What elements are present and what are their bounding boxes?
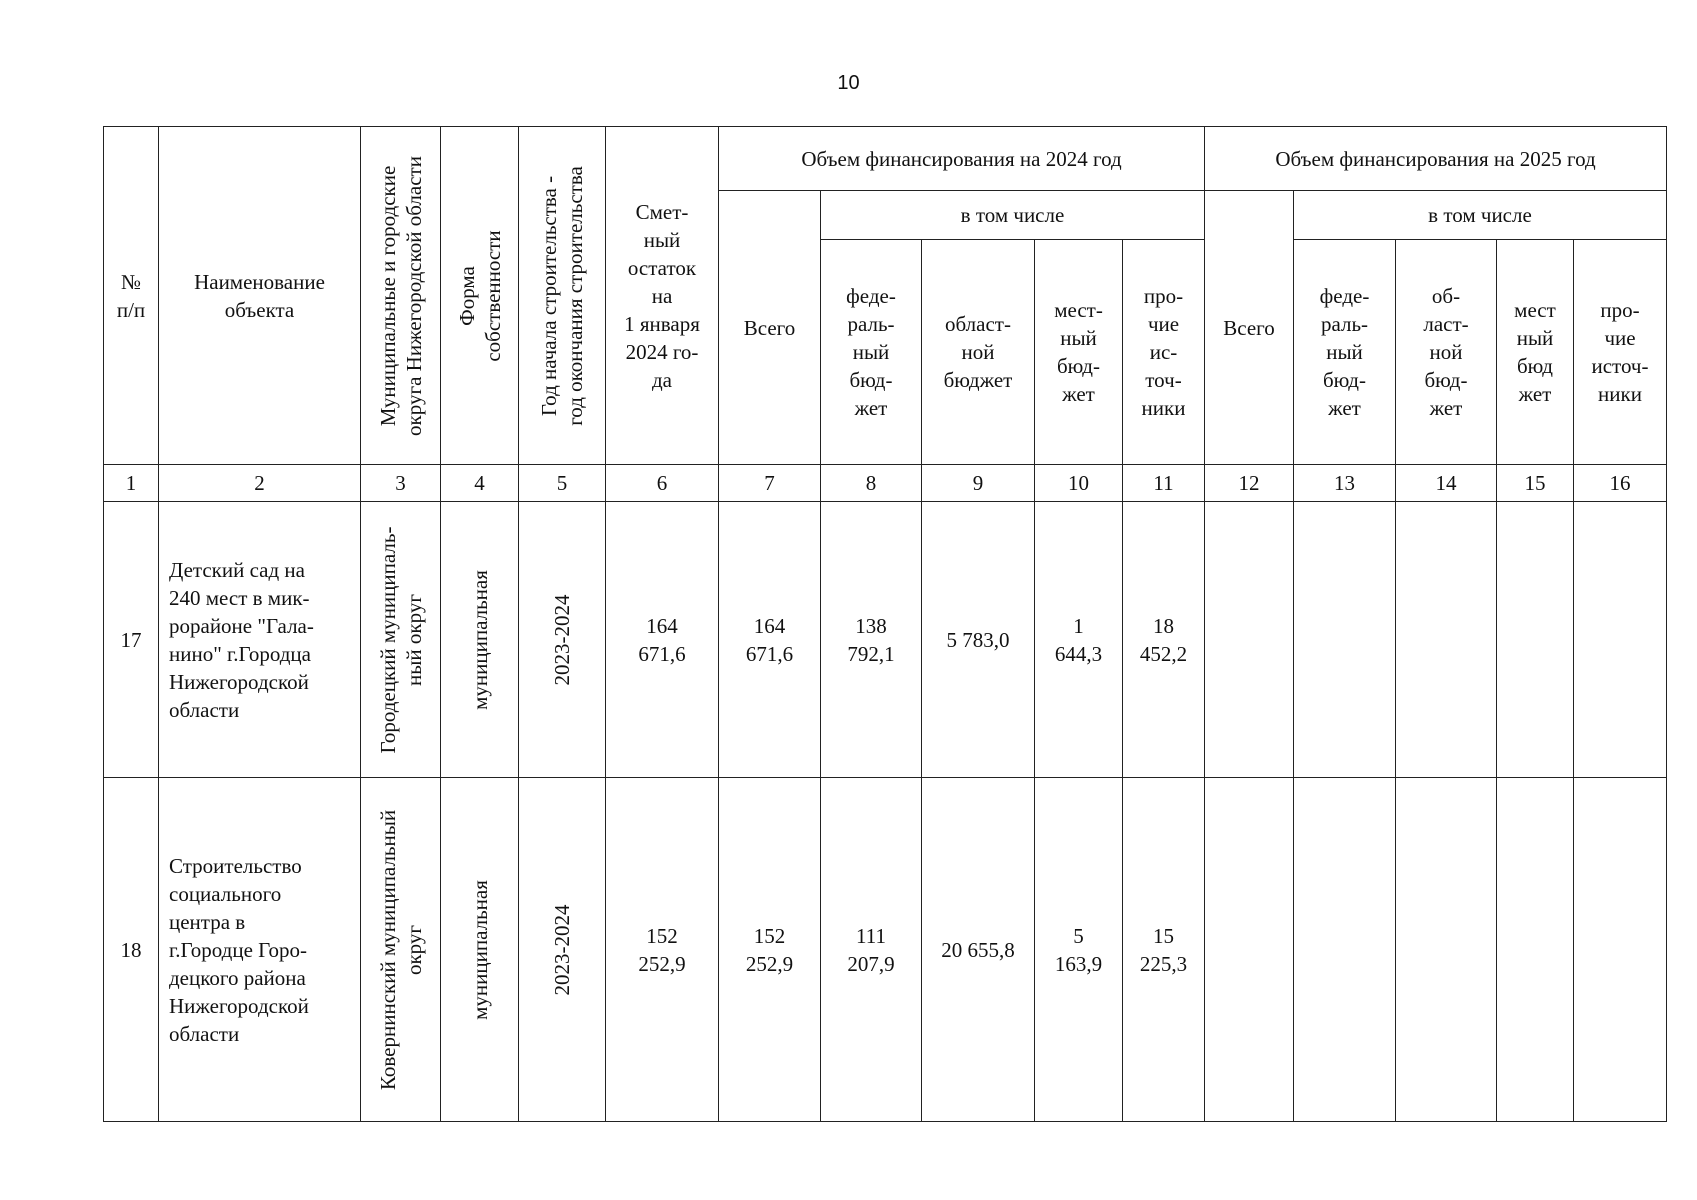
header-total-2024: Всего xyxy=(719,191,821,465)
fed-2024-value: 138 792,1 xyxy=(821,502,922,778)
oth-2024-value: 15 225,3 xyxy=(1123,778,1205,1122)
header-name: Наименование объекта xyxy=(159,127,361,465)
column-number: 8 xyxy=(821,465,922,502)
reg-2025-value xyxy=(1396,778,1497,1122)
total-2024-value: 164 671,6 xyxy=(719,502,821,778)
column-number: 6 xyxy=(606,465,719,502)
loc-2024-value: 1 644,3 xyxy=(1035,502,1123,778)
years: 2023-2024 xyxy=(519,502,606,778)
object-name: Детский сад на 240 мест в мик- рорайоне "Гала- нино" г.Городца Нижегородской области xyxy=(159,502,361,778)
header-ownership: Форма собственности xyxy=(441,127,519,465)
header-estimate: Смет- ный остаток на 1 января 2024 го- да xyxy=(606,127,719,465)
column-number: 16 xyxy=(1574,465,1667,502)
header-oth-2024: про- чие ис- точ- ники xyxy=(1123,240,1205,465)
header-fed-2024: феде- раль- ный бюд- жет xyxy=(821,240,922,465)
header-num: № п/п xyxy=(104,127,159,465)
column-number: 4 xyxy=(441,465,519,502)
column-number: 3 xyxy=(361,465,441,502)
estimate-value: 164 671,6 xyxy=(606,502,719,778)
table-row xyxy=(104,502,1667,778)
oth-2024-value: 18 452,2 xyxy=(1123,502,1205,778)
column-number: 9 xyxy=(922,465,1035,502)
reg-2024-value: 20 655,8 xyxy=(922,778,1035,1122)
column-number: 14 xyxy=(1396,465,1497,502)
loc-2025-value xyxy=(1497,502,1574,778)
header-loc-2025: мест ный бюд жет xyxy=(1497,240,1574,465)
header-fed-2025: феде- раль- ный бюд- жет xyxy=(1294,240,1396,465)
total-2024-value: 152 252,9 xyxy=(719,778,821,1122)
header-fin-2025: Объем финансирования на 2025 год xyxy=(1205,127,1667,191)
municipality: Ковернинский муниципальный округ xyxy=(361,778,441,1122)
fed-2025-value xyxy=(1294,778,1396,1122)
ownership: муниципальная xyxy=(441,778,519,1122)
column-number: 1 xyxy=(104,465,159,502)
header-municipality: Муниципальные и городские округа Нижегородской области xyxy=(361,127,441,465)
column-number: 12 xyxy=(1205,465,1294,502)
fed-2025-value xyxy=(1294,502,1396,778)
fed-2024-value: 111 207,9 xyxy=(821,778,922,1122)
header-row-1 xyxy=(104,127,1667,191)
header-fin-2024: Объем финансирования на 2024 год xyxy=(719,127,1205,191)
ownership: муниципальная xyxy=(441,502,519,778)
header-reg-2024: област- ной бюджет xyxy=(922,240,1035,465)
column-number: 13 xyxy=(1294,465,1396,502)
column-number: 11 xyxy=(1123,465,1205,502)
header-years: Год начала строительства - год окончания строительства xyxy=(519,127,606,465)
object-name: Строительство социального центра в г.Городце Горо- децкого района Нижегородской области xyxy=(159,778,361,1122)
table-row xyxy=(104,778,1667,1122)
financing-table xyxy=(103,126,1667,1122)
page-number: 10 xyxy=(837,72,860,94)
header-total-2025: Всего xyxy=(1205,191,1294,465)
row-num: 17 xyxy=(104,502,159,778)
municipality: Городецкий муниципаль- ный округ xyxy=(361,502,441,778)
header-including-2024: в том числе xyxy=(821,191,1205,240)
estimate-value: 152 252,9 xyxy=(606,778,719,1122)
loc-2025-value xyxy=(1497,778,1574,1122)
years: 2023-2024 xyxy=(519,778,606,1122)
column-number: 5 xyxy=(519,465,606,502)
total-2025-value xyxy=(1205,778,1294,1122)
oth-2025-value xyxy=(1574,778,1667,1122)
column-number: 7 xyxy=(719,465,821,502)
total-2025-value xyxy=(1205,502,1294,778)
column-number: 15 xyxy=(1497,465,1574,502)
reg-2025-value xyxy=(1396,502,1497,778)
header-loc-2024: мест- ный бюд- жет xyxy=(1035,240,1123,465)
row-num: 18 xyxy=(104,778,159,1122)
header-oth-2025: про- чие источ- ники xyxy=(1574,240,1667,465)
column-number: 10 xyxy=(1035,465,1123,502)
oth-2025-value xyxy=(1574,502,1667,778)
column-number: 2 xyxy=(159,465,361,502)
header-reg-2025: об- ласт- ной бюд- жет xyxy=(1396,240,1497,465)
loc-2024-value: 5 163,9 xyxy=(1035,778,1123,1122)
reg-2024-value: 5 783,0 xyxy=(922,502,1035,778)
column-number-row xyxy=(104,465,1667,502)
header-including-2025: в том числе xyxy=(1294,191,1667,240)
